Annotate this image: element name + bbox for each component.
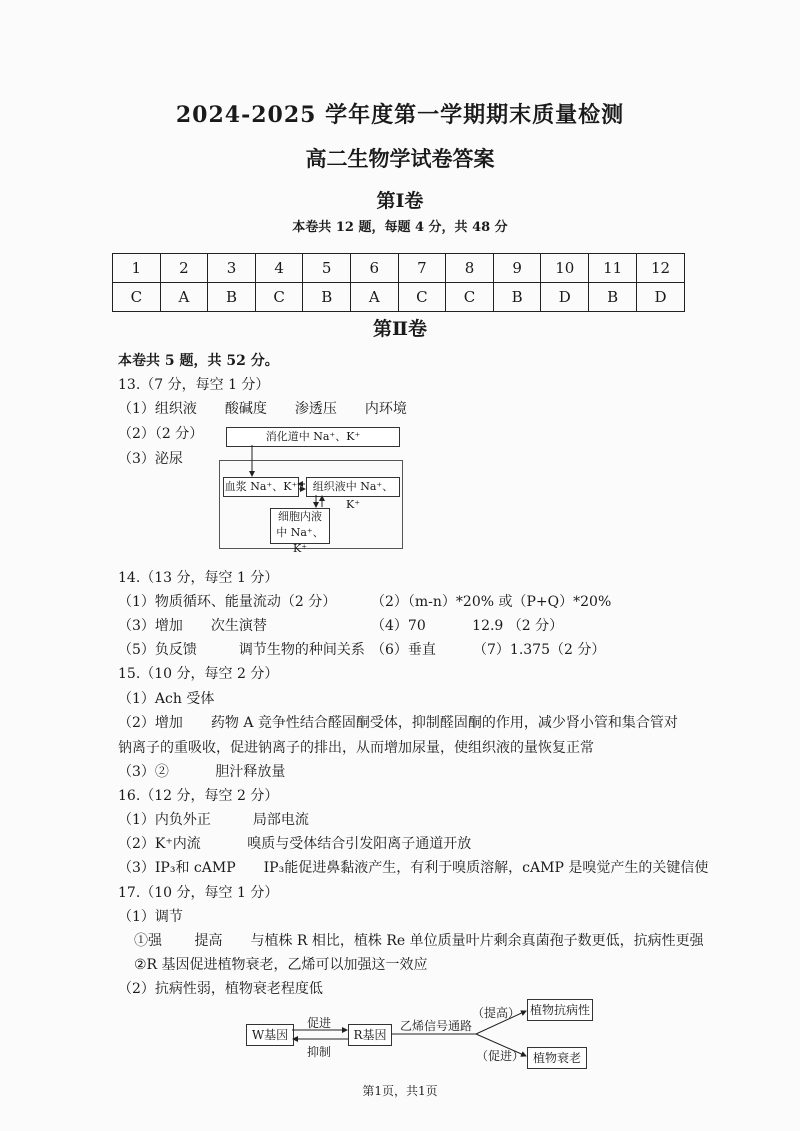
answer-cell: A (160, 283, 208, 312)
question-number: 3 (208, 254, 256, 283)
q16-line2: （2）K⁺内流 嗅质与受体结合引发阳离子通道开放 (118, 836, 472, 852)
raise-label: （提高） (472, 1006, 521, 1020)
tissue-fluid-box: 组织液中 Na⁺、K⁺ (306, 477, 400, 497)
answer-cell: C (398, 283, 446, 312)
w-gene-box: W基因 (246, 1024, 294, 1046)
question-number: 4 (255, 254, 303, 283)
part1-note: 本卷共 12 题，每题 4 分，共 48 分 (292, 220, 508, 235)
plant-resistance-box: 植物抗病性 (527, 999, 593, 1021)
inhibit-label: 抑制 (307, 1045, 332, 1059)
answer-cell: B (493, 283, 541, 312)
q15-line3: 钠离子的重吸收，促进钠离子的排出，从而增加尿量，使组织液的量恢复正常 (118, 740, 594, 756)
q13-line2: （2）（2 分） (118, 426, 204, 442)
question-number: 11 (589, 254, 637, 283)
question-number: 8 (446, 254, 494, 283)
q17-line3: ②R 基因促进植物衰老，乙烯可以加强这一效应 (134, 957, 428, 973)
question-number: 10 (541, 254, 589, 283)
digestive-tract-box: 消化道中 Na⁺、K⁺ (226, 427, 400, 447)
arrow-to-senescence (476, 1034, 526, 1056)
promote-label: 促进 (307, 1016, 332, 1030)
promote2-label: （促进） (476, 1049, 525, 1063)
q16-line3: （3）IP₃和 cAMP IP₃能促进鼻黏液产生，有利于嗅质溶解，cAMP 是嗅觉产生的关键信使 (118, 860, 709, 876)
q15-head: 15.（10 分，每空 2 分） (118, 666, 279, 682)
q13-head: 13.（7 分，每空 1 分） (118, 377, 270, 393)
document-title: 2024-2025 学年度第一学期期末质量检测 (175, 102, 625, 128)
q16-line1: （1）内负外正 局部电流 (118, 812, 309, 828)
q16-head: 16.（12 分，每空 2 分） (118, 788, 279, 804)
question-number: 12 (637, 254, 685, 283)
q14-line3b: （6）垂直 (371, 642, 436, 658)
q14-head: 14.（13 分，每空 1 分） (118, 570, 279, 586)
answer-cell: B (208, 283, 256, 312)
q14-line3a: （5）负反馈 调节生物的种间关系 (118, 642, 365, 658)
part2-note: 本卷共 5 题，共 52 分。 (118, 353, 279, 369)
ethylene-pathway-label: 乙烯信号通路 (400, 1019, 473, 1033)
r-gene-box: R基因 (348, 1024, 392, 1046)
question-number: 6 (351, 254, 399, 283)
intracellular-line1: 细胞内液 (278, 510, 322, 523)
question-number: 7 (398, 254, 446, 283)
q14-line2a: （3）增加 次生演替 (118, 618, 267, 634)
answer-cell: D (637, 283, 685, 312)
q13-line3: （3）泌尿 (118, 451, 183, 467)
q17-line4: （2）抗病性弱，植物衰老程度低 (118, 981, 323, 997)
q17-head: 17.（10 分，每空 1 分） (118, 885, 279, 901)
answer-cell: A (351, 283, 399, 312)
q17-line2: ①强 提高 与植株 R 相比，植株 Re 单位质量叶片剩余真菌孢子数更低，抗病性更强 (134, 933, 704, 949)
question-number: 5 (303, 254, 351, 283)
q15-line4: （3）② 胆汁释放量 (118, 764, 286, 780)
page-footer: 第1页，共1页 (362, 1084, 438, 1098)
q13-line1: （1）组织液 酸碱度 渗透压 内环境 (118, 401, 407, 417)
q14-line1b: （2）（m-n）*20% 或（P+Q）*20% (371, 594, 612, 610)
question-number: 1 (113, 254, 161, 283)
question-number: 2 (160, 254, 208, 283)
answer-cell: C (113, 283, 161, 312)
plasma-box: 血浆 Na⁺、K⁺ (223, 477, 299, 497)
q14-line1a: （1）物质循环、能量流动（2 分） (118, 594, 337, 610)
answer-cell: D (541, 283, 589, 312)
intracellular-line2: 中 Na⁺、K⁺ (276, 526, 324, 555)
part2-heading: 第Ⅱ卷 (372, 318, 427, 340)
answer-cell: C (255, 283, 303, 312)
q15-line1: （1）Ach 受体 (118, 691, 215, 707)
q14-line2b: （4）70 12.9 （2 分） (371, 618, 564, 634)
answer-cell: C (446, 283, 494, 312)
answer-cell: B (589, 283, 637, 312)
plant-senescence-box: 植物衰老 (527, 1047, 587, 1069)
document-subtitle: 高二生物学试卷答案 (305, 146, 495, 171)
question-number: 9 (493, 254, 541, 283)
arrow-to-resistance (476, 1011, 526, 1034)
q15-line2: （2）增加 药物 A 竞争性结合醛固酮受体，抑制醛固酮的作用，减少肾小管和集合管对 (118, 715, 678, 731)
q17-line1: （1）调节 (118, 909, 183, 925)
q14-line3c: （7）1.375（2 分） (473, 642, 606, 658)
part1-heading: 第Ⅰ卷 (376, 190, 424, 212)
answer-cell: B (303, 283, 351, 312)
